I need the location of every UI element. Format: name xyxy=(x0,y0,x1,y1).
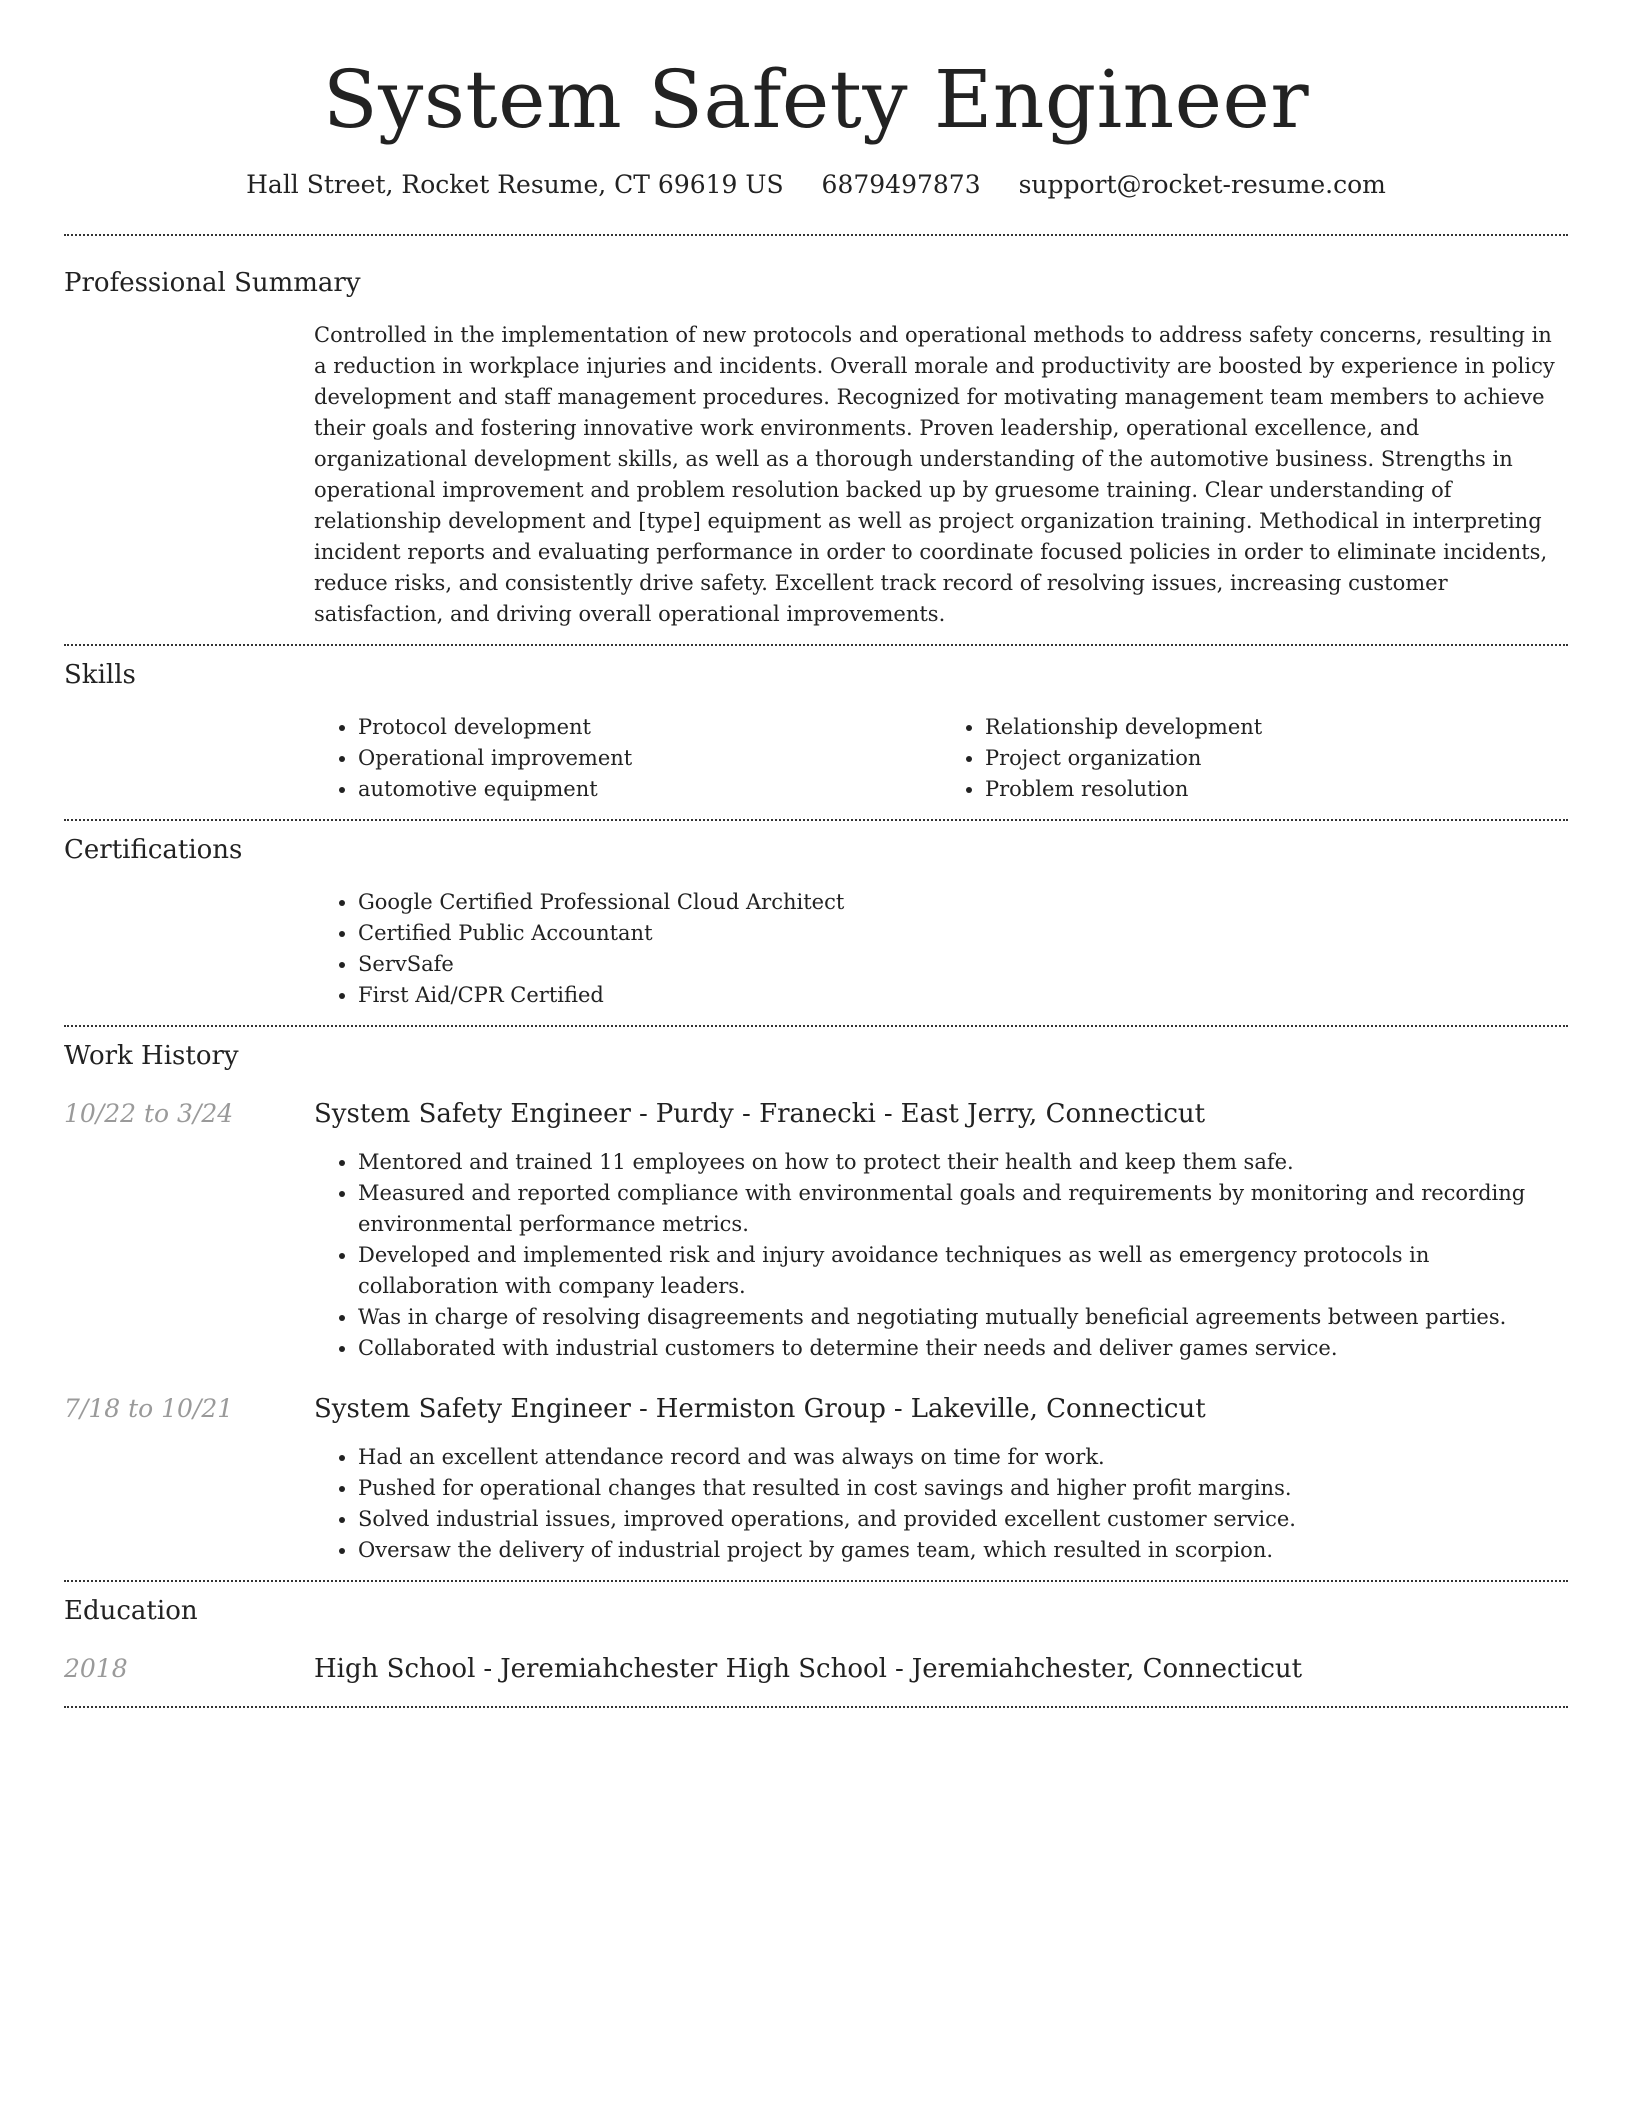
job-dates: 7/18 to 10/21 xyxy=(64,1394,234,1423)
job-bullet: • Oversaw the delivery of industrial project by games team, which resulted in scorpion. xyxy=(358,1535,1568,1566)
job-entry xyxy=(64,1097,1568,1364)
education-header xyxy=(64,1652,1568,1686)
separator: - xyxy=(638,1394,648,1424)
job-title xyxy=(314,1392,1206,1426)
job-bullet: • Solved industrial issues, improved operations, and provided excellent customer service. xyxy=(358,1504,1568,1535)
job-bullet: • Collaborated with industrial customers to determine their needs and deliver games service. xyxy=(358,1333,1568,1364)
contact-line xyxy=(64,168,1568,202)
education-section xyxy=(64,1582,1568,1706)
skill-item: • automotive equipment xyxy=(358,774,941,805)
certification-item: • First Aid/CPR Certified xyxy=(358,980,1568,1011)
job-bullet: • Measured and reported compliance with environmental goals and requirements by monitoring and recording environmental performance metrics. xyxy=(358,1178,1568,1240)
job-location: East Jerry, Connecticut xyxy=(900,1099,1206,1129)
certifications-list xyxy=(314,887,1568,1011)
certifications-content xyxy=(314,887,1568,1011)
job-bullet: • Developed and implemented risk and injury avoidance techniques as well as emergency protocols in collaboration with company leaders. xyxy=(358,1240,1568,1302)
candidate-name: System Safety Engineer xyxy=(322,53,1310,146)
separator: - xyxy=(483,1654,493,1684)
certification-item: • Google Certified Professional Cloud Architect xyxy=(358,887,1568,918)
education-location: Jeremiahchester, Connecticut xyxy=(911,1654,1303,1684)
section-title-education: Education xyxy=(64,1596,198,1626)
job-bullet: • Pushed for operational changes that resulted in cost savings and higher profit margins. xyxy=(358,1473,1568,1504)
skill-item: • Problem resolution xyxy=(985,774,1568,805)
job-entry xyxy=(64,1392,1568,1566)
job-role: System Safety Engineer xyxy=(314,1099,631,1129)
education-school: Jeremiahchester High School xyxy=(500,1654,887,1684)
summary-content xyxy=(314,320,1568,630)
job-company: Purdy - Franecki xyxy=(655,1099,876,1129)
education-year: 2018 xyxy=(64,1654,128,1683)
job-bullet: • Had an excellent attendance record and was always on time for work. xyxy=(358,1442,1568,1473)
skills-list-left xyxy=(314,712,941,805)
section-title-summary: Professional Summary xyxy=(64,268,361,298)
separator: - xyxy=(638,1099,648,1129)
contact-email: support@rocket-resume.com xyxy=(1018,170,1386,199)
work-history-section xyxy=(64,1027,1568,1580)
contact-address: Hall Street, Rocket Resume, CT 69619 US xyxy=(246,170,784,199)
section-title-work-history: Work History xyxy=(64,1041,239,1071)
divider xyxy=(64,1706,1568,1708)
job-bullets xyxy=(314,1147,1568,1364)
summary-text: Controlled in the implementation of new protocols and operational methods to address safety concerns, resulting in a reduction in workplace injuries and incidents. Overall morale and productivity are boosted by experience in policy development and staff management procedures. Recognized for motivating management team members to achieve their goals and fostering innovative work environments. Proven leadership, operational excellence, and organizational development skills, as well as a thorough understanding of the automotive business. Strengths in operational improvement and problem resolution backed up by gruesome training. Clear understanding of relationship development and [type] equipment as well as project organization training. Methodical in interpreting incident reports and evaluating performance in order to coordinate focused policies in order to eliminate incidents, reduce risks, and consistently drive safety. Excellent track record of resolving issues, increasing customer satisfaction, and driving overall operational improvements. xyxy=(314,323,1555,626)
job-dates: 10/22 to 3/24 xyxy=(64,1099,234,1128)
separator: - xyxy=(893,1394,903,1424)
skill-item: • Protocol development xyxy=(358,712,941,743)
job-bullets xyxy=(314,1442,1568,1566)
education-degree: High School xyxy=(314,1654,476,1684)
section-title-certifications: Certifications xyxy=(64,835,243,865)
education-title xyxy=(314,1652,1302,1686)
skill-item: • Relationship development xyxy=(985,712,1568,743)
separator: - xyxy=(883,1099,893,1129)
job-role: System Safety Engineer xyxy=(314,1394,631,1424)
certification-item: • ServSafe xyxy=(358,949,1568,980)
certifications-section xyxy=(64,821,1568,1025)
skills-list-right xyxy=(941,712,1568,805)
separator: - xyxy=(894,1654,904,1684)
job-bullets-wrap xyxy=(314,1442,1568,1566)
job-title xyxy=(314,1097,1205,1131)
education-entry xyxy=(64,1652,1568,1686)
job-bullets-wrap xyxy=(314,1147,1568,1364)
contact-phone: 6879497873 xyxy=(821,170,981,199)
skill-item: • Project organization xyxy=(985,743,1568,774)
summary-section xyxy=(64,236,1568,644)
job-bullet: • Was in charge of resolving disagreements and negotiating mutually beneficial agreements between parties. xyxy=(358,1302,1568,1333)
job-header xyxy=(64,1392,1568,1426)
skills-section xyxy=(64,646,1568,819)
job-location: Lakeville, Connecticut xyxy=(910,1394,1206,1424)
job-bullet: • Mentored and trained 11 employees on how to protect their health and keep them safe. xyxy=(358,1147,1568,1178)
skill-item: • Operational improvement xyxy=(358,743,941,774)
job-header xyxy=(64,1097,1568,1131)
job-company: Hermiston Group xyxy=(655,1394,886,1424)
skills-grid xyxy=(314,712,1568,805)
section-title-skills: Skills xyxy=(64,660,136,690)
certification-item: • Certified Public Accountant xyxy=(358,918,1568,949)
